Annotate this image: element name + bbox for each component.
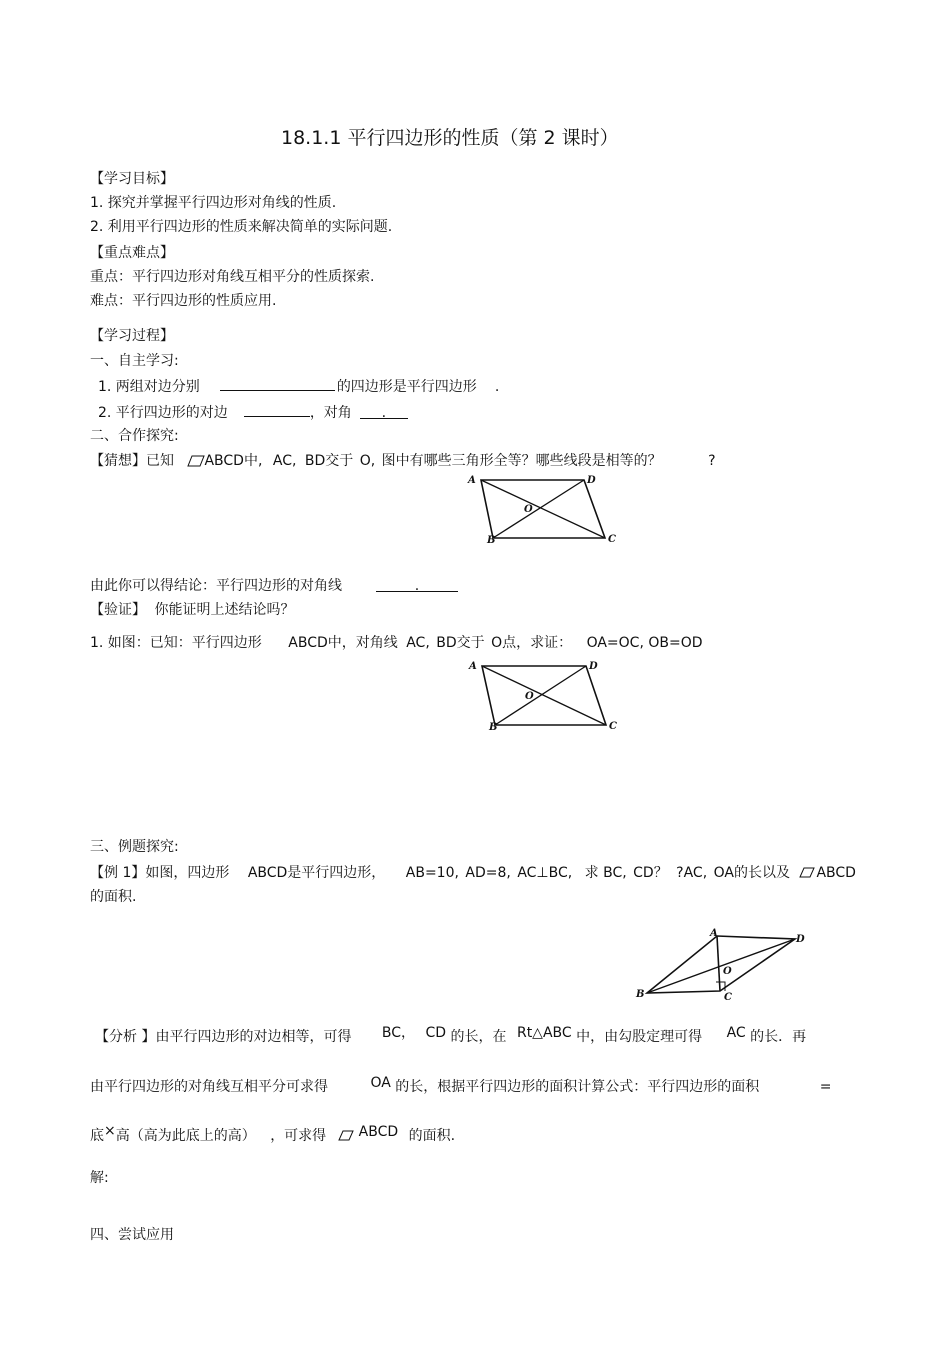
q2-text-c: . [381, 405, 387, 421]
coop-heading: 二、合作探究: [90, 428, 179, 444]
analysis-a1: 【分析 】由平行四边形的对边相等，可得 [95, 1029, 352, 1045]
fig3-label-c: C [724, 992, 732, 1003]
q1-blank[interactable] [220, 376, 335, 391]
example-text-9: OA的长以及 [713, 865, 790, 881]
analysis-b1: 由平行四边形的对角线互相平分可求得 [90, 1079, 328, 1095]
fig2-label-a: A [469, 661, 477, 672]
guess-text-f: 图中有哪些三角形全等？哪些线段是相等的？ [381, 453, 662, 469]
analysis-line-1 [95, 1025, 807, 1046]
analysis-c3: 高（高为此底上的高） [115, 1128, 256, 1144]
verify-label: 【验证】 [90, 602, 146, 618]
q2-blank-2[interactable] [360, 404, 408, 419]
guess-text-b: ABCD中, [204, 453, 263, 469]
analysis-a5: Rt△ABC [516, 1025, 572, 1041]
fig3-label-a: A [710, 928, 718, 939]
fig2-diagonal-bd [495, 666, 586, 725]
fig3-diagonal-ac [717, 936, 720, 991]
fig1-label-d: D [587, 475, 596, 486]
fig1-label-a: A [468, 475, 476, 486]
analysis-line-3 [90, 1123, 456, 1145]
conclusion-dot: . [414, 578, 420, 594]
analysis-b3: 的长，根据平行四边形的面积计算公式：平行四边形的面积 [395, 1079, 760, 1095]
analysis-c6: 的面积. [408, 1128, 456, 1144]
proof-text-g: OB=OD [648, 635, 703, 651]
analysis-b4: = [819, 1079, 832, 1095]
proof-text-e: O点，求证： [491, 635, 573, 651]
self-study-heading: 一、自主学习: [90, 353, 179, 369]
fig1-label-c: C [608, 534, 616, 545]
q2-text-a: 2. 平行四边形的对边 [98, 405, 228, 421]
analysis-a8: 的长．再 [750, 1029, 807, 1045]
fig3-label-b: B [636, 989, 645, 1000]
solution-label: 解: [90, 1170, 109, 1186]
parallelogram-symbol-icon [188, 456, 204, 466]
guess-text-d: BD交于 [304, 453, 354, 469]
keypoints-heading: 【重点难点】 [90, 245, 174, 261]
guess-text-c: AC, [272, 453, 297, 469]
example-heading: 三、例题探究: [90, 839, 179, 855]
example-text-6: 求 BC, [584, 865, 627, 881]
analysis-a2: BC， [381, 1025, 416, 1041]
parallelogram-symbol-icon [800, 868, 814, 877]
example-text-5: AC⊥BC, [517, 865, 573, 881]
question-2 [98, 402, 408, 422]
fig1-label-b: B [487, 535, 496, 546]
parallelogram-figure-1 [466, 472, 616, 547]
example-text-3: AB=10, [405, 865, 459, 881]
verify-question: 你能证明上述结论吗？ [154, 602, 295, 618]
analysis-b2: OA [370, 1075, 391, 1091]
guess-text-e: O, [359, 453, 376, 469]
fig3-label-d: D [796, 934, 805, 945]
conclusion-text: 由此你可以得结论：平行四边形的对角线 [90, 578, 342, 594]
fig1-label-o: O [524, 504, 533, 515]
fig3-diagonal-bd [647, 939, 795, 993]
verify-line [90, 601, 294, 619]
fig2-diagonal-ac [482, 666, 606, 725]
fig1-diagonal-bd [493, 480, 584, 538]
objective-2: 2. 利用平行四边形的性质来解决简单的实际问题. [90, 219, 393, 235]
fig2-label-b: B [489, 722, 498, 733]
guess-text-a: 【猜想】已知 [90, 453, 174, 469]
analysis-c1: 底 [90, 1128, 104, 1144]
key-point: 重点：平行四边形对角线互相平分的性质探索. [90, 269, 375, 285]
apply-heading: 四、尝试应用 [90, 1227, 174, 1243]
analysis-c2: × [104, 1123, 116, 1139]
q1-text-a: 1. 两组对边分别 [98, 379, 200, 395]
conclusion-line [90, 577, 458, 595]
q2-blank-1[interactable] [244, 402, 310, 417]
proof-line [90, 634, 703, 652]
q1-text-b: 的四边形是平行四边形 [336, 379, 477, 395]
example-text-7: CD？ [633, 865, 668, 881]
example-text-8: ?AC, [676, 865, 708, 881]
example-text-4: AD=8, [465, 865, 511, 881]
analysis-a3: CD [425, 1025, 447, 1041]
objectives-heading: 【学习目标】 [90, 171, 174, 187]
question-1 [98, 376, 499, 396]
example-line-1 [90, 864, 856, 882]
parallelogram-figure-2 [466, 658, 621, 736]
analysis-a6: 中，由勾股定理可得 [576, 1029, 703, 1045]
analysis-c4: ，可求得 [270, 1128, 327, 1144]
guess-line [90, 452, 716, 470]
process-heading: 【学习过程】 [90, 328, 174, 344]
proof-text-f: OA=OC, [586, 635, 644, 651]
q1-text-c: . [494, 379, 500, 395]
conclusion-blank[interactable] [376, 577, 458, 592]
page-title: 18.1.1 平行四边形的性质（第 2 课时） [281, 127, 619, 149]
parallelogram-symbol-icon [339, 1131, 353, 1140]
fig3-label-o: O [723, 966, 732, 977]
parallelogram-figure-3 [632, 924, 812, 1004]
proof-text-c: AC, [406, 635, 430, 651]
analysis-c5: ABCD [358, 1124, 399, 1140]
fig2-label-d: D [589, 661, 598, 672]
analysis-a7: AC [726, 1025, 746, 1041]
objective-1: 1. 探究并掌握平行四边形对角线的性质. [90, 195, 337, 211]
q2-text-b: ，对角 [309, 405, 352, 421]
fig2-label-o: O [525, 691, 534, 702]
analysis-a4: 的长，在 [450, 1029, 507, 1045]
fig2-label-c: C [609, 721, 617, 732]
guess-text-g: ? [708, 453, 716, 469]
proof-text-d: BD交于 [436, 635, 485, 651]
example-text-10: ABCD [816, 865, 856, 881]
example-text-11: 的面积. [90, 889, 137, 905]
proof-text-a: 1. 如图：已知：平行四边形 [90, 635, 262, 651]
difficulty-point: 难点：平行四边形的性质应用. [90, 293, 277, 309]
proof-text-b: ABCD中，对角线 [288, 635, 398, 651]
example-text-2: ABCD是平行四边形， [247, 865, 386, 881]
analysis-line-2 [90, 1075, 832, 1096]
example-text-1: 【例 1】如图，四边形 [90, 865, 230, 881]
